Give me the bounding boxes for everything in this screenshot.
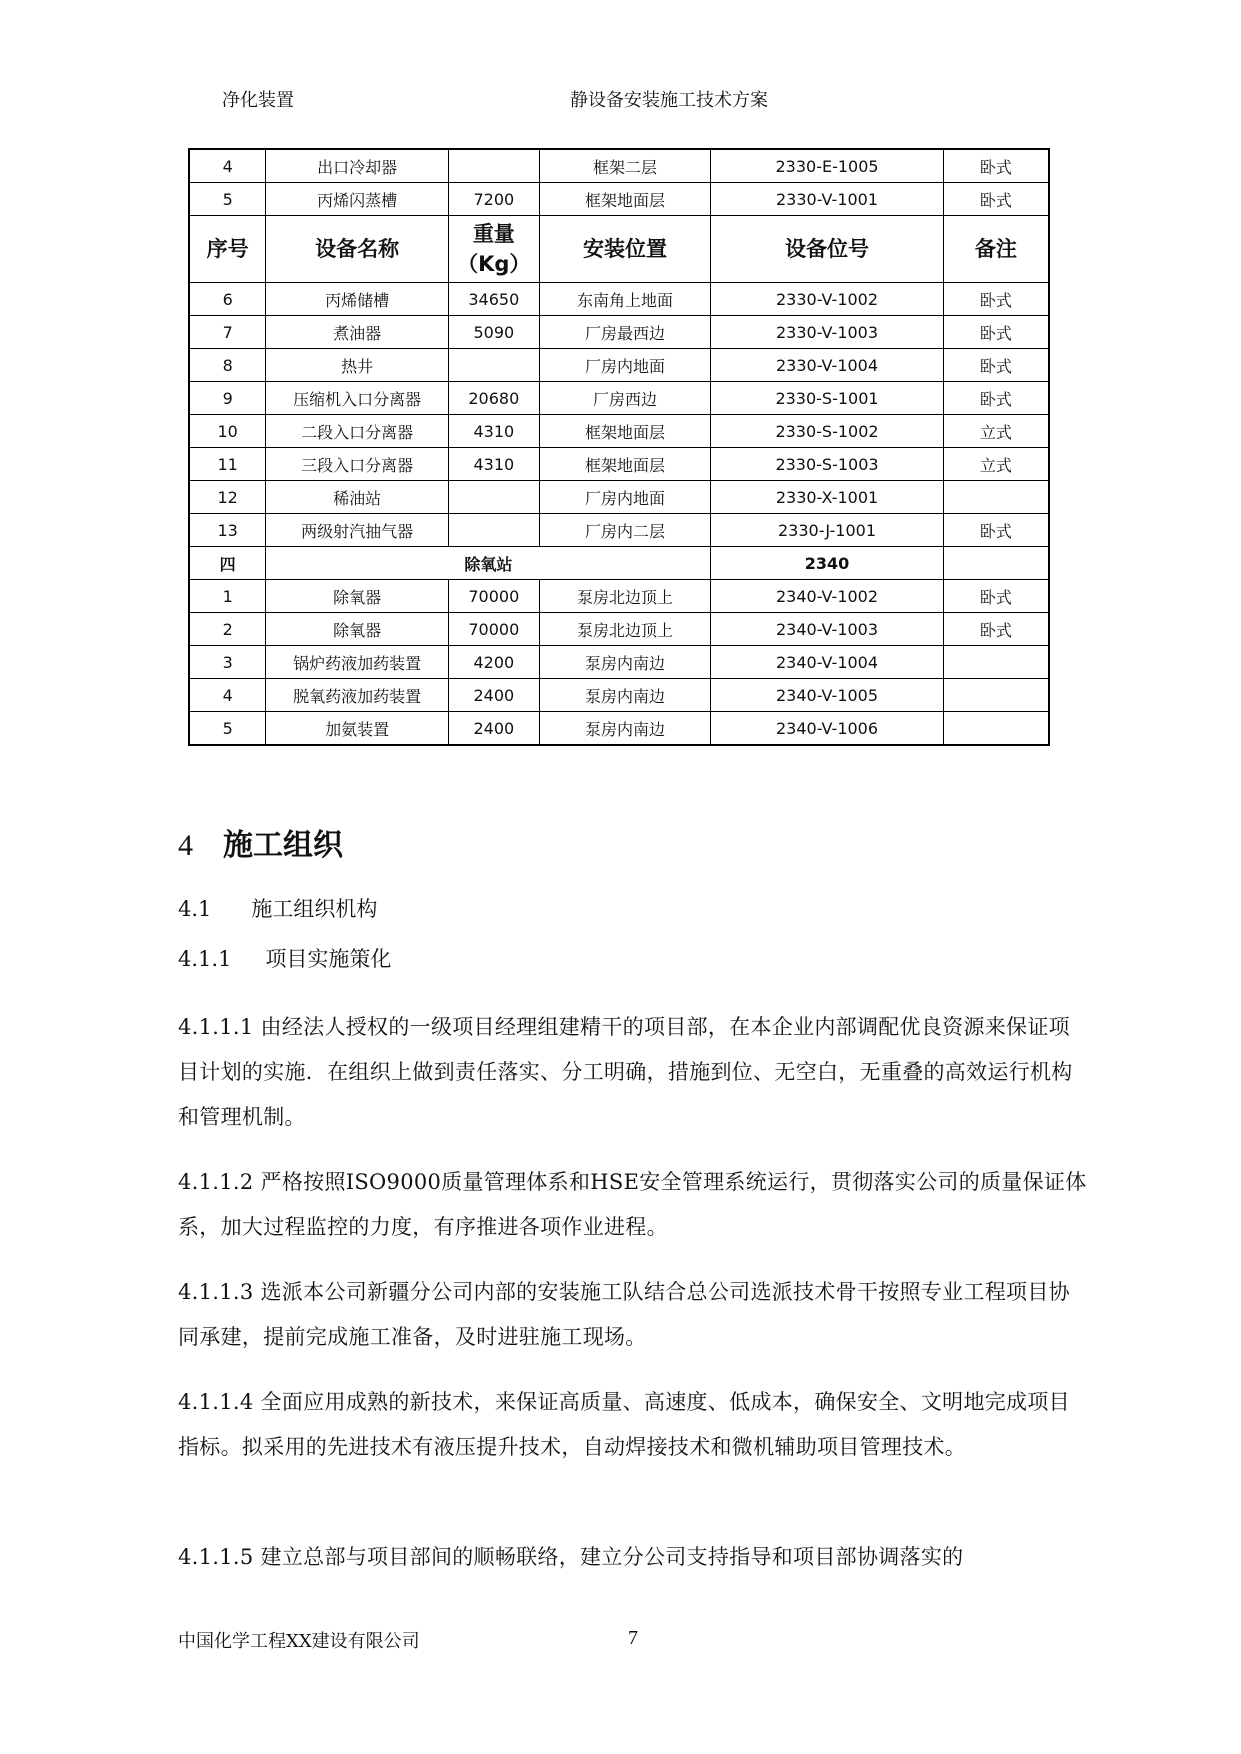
table-row xyxy=(189,149,1049,183)
section-row xyxy=(189,547,1049,580)
install-location: 厂房西边 xyxy=(539,382,711,415)
remark: 立式 xyxy=(943,448,1049,481)
equipment-name: 二段入口分离器 xyxy=(266,415,448,448)
table-row xyxy=(189,283,1049,316)
remark xyxy=(943,679,1049,712)
table-row xyxy=(189,646,1049,679)
install-location: 厂房内地面 xyxy=(539,481,711,514)
equipment-tag: 2340-V-1004 xyxy=(711,646,943,679)
table-row xyxy=(189,382,1049,415)
remark: 卧式 xyxy=(943,316,1049,349)
equipment-tag: 2340-V-1002 xyxy=(711,580,943,613)
install-location: 东南角上地面 xyxy=(539,283,711,316)
equipment-tag: 2340-V-1006 xyxy=(711,712,943,746)
weight: 20680 xyxy=(448,382,539,415)
table-row xyxy=(189,613,1049,646)
equipment-name: 脱氧药液加药装置 xyxy=(266,679,448,712)
section-title: 施工组织 xyxy=(223,828,343,863)
paragraph: 4.1.1.2 严格按照ISO9000质量管理体系和HSE安全管理系统运行，贯彻落实公司的质量保证体系，加大过程监控的力度，有序推进各项作业进程。 xyxy=(178,1170,1087,1239)
paragraph: 4.1.1.5 建立总部与项目部间的顺畅联络，建立分公司支持指导和项目部协调落实的 xyxy=(178,1545,964,1569)
row-number: 1 xyxy=(189,580,266,613)
column-header: 设备名称 xyxy=(266,216,448,283)
equipment-tag: 2330-J-1001 xyxy=(711,514,943,547)
footer-company: 中国化学工程XX建设有限公司 xyxy=(178,1631,420,1652)
table-row xyxy=(189,316,1049,349)
table-header-row xyxy=(189,216,1049,283)
row-number: 2 xyxy=(189,613,266,646)
weight xyxy=(448,481,539,514)
weight: 4310 xyxy=(448,448,539,481)
section-code: 2340 xyxy=(711,547,943,580)
paragraph: 4.1.1.1 由经法人授权的一级项目经理组建精干的项目部，在本企业内部调配优良资源来保证项目计划的实施．在组织上做到责任落实、分工明确，措施到位、无空白，无重叠的高效运行机构和管理机制。 xyxy=(178,1015,1073,1129)
remark: 卧式 xyxy=(943,183,1049,216)
subsubsection-number: 4.1.1 xyxy=(178,947,232,971)
equipment-name: 热井 xyxy=(266,349,448,382)
table-row xyxy=(189,514,1049,547)
section-note xyxy=(943,547,1049,580)
weight xyxy=(448,349,539,382)
install-location: 厂房内二层 xyxy=(539,514,711,547)
page-header xyxy=(222,86,1052,116)
section-number: 4 xyxy=(178,829,193,862)
equipment-tag: 2340-V-1003 xyxy=(711,613,943,646)
equipment-name: 除氧器 xyxy=(266,580,448,613)
install-location: 框架地面层 xyxy=(539,415,711,448)
install-location: 泵房内南边 xyxy=(539,679,711,712)
section-name: 除氧站 xyxy=(266,547,711,580)
subsection-number: 4.1 xyxy=(178,897,212,921)
paragraph: 4.1.1.4 全面应用成熟的新技术，来保证高质量、高速度、低成本，确保安全、文明地完成项目指标。拟采用的先进技术有液压提升技术，自动焊接技术和微机辅助项目管理技术。 xyxy=(178,1390,1070,1459)
table-row xyxy=(189,183,1049,216)
subsection-heading xyxy=(178,893,377,923)
equipment-name: 煮油器 xyxy=(266,316,448,349)
row-number: 5 xyxy=(189,183,266,216)
section-number: 四 xyxy=(189,547,266,580)
remark: 卧式 xyxy=(943,580,1049,613)
table-row xyxy=(189,349,1049,382)
equipment-name: 除氧器 xyxy=(266,613,448,646)
equipment-tag: 2330-S-1001 xyxy=(711,382,943,415)
weight: 70000 xyxy=(448,613,539,646)
weight: 5090 xyxy=(448,316,539,349)
weight: 4310 xyxy=(448,415,539,448)
equipment-tag: 2330-V-1003 xyxy=(711,316,943,349)
equipment-name: 三段入口分离器 xyxy=(266,448,448,481)
row-number: 9 xyxy=(189,382,266,415)
column-header: 重量 （Kg） xyxy=(448,216,539,283)
row-number: 6 xyxy=(189,283,266,316)
weight: 70000 xyxy=(448,580,539,613)
weight xyxy=(448,514,539,547)
weight: 7200 xyxy=(448,183,539,216)
weight: 2400 xyxy=(448,712,539,746)
equipment-tag: 2330-V-1002 xyxy=(711,283,943,316)
install-location: 框架二层 xyxy=(539,149,711,183)
paragraph: 4.1.1.3 选派本公司新疆分公司内部的安装施工队结合总公司选派技术骨干按照专业工程项目协同承建，提前完成施工准备，及时进驻施工现场。 xyxy=(178,1280,1070,1349)
row-number: 4 xyxy=(189,149,266,183)
section-heading xyxy=(178,820,343,864)
remark: 卧式 xyxy=(943,283,1049,316)
table-row xyxy=(189,712,1049,746)
equipment-name: 丙烯储槽 xyxy=(266,283,448,316)
table-row xyxy=(189,580,1049,613)
equipment-name: 稀油站 xyxy=(266,481,448,514)
remark: 立式 xyxy=(943,415,1049,448)
table-row xyxy=(189,481,1049,514)
header-center-title: 静设备安装施工技术方案 xyxy=(570,90,768,111)
equipment-name: 出口冷却器 xyxy=(266,149,448,183)
install-location: 泵房内南边 xyxy=(539,646,711,679)
subsubsection-title: 项目实施策化 xyxy=(265,947,392,971)
table-row xyxy=(189,415,1049,448)
remark xyxy=(943,712,1049,746)
remark xyxy=(943,646,1049,679)
equipment-tag: 2330-X-1001 xyxy=(711,481,943,514)
row-number: 13 xyxy=(189,514,266,547)
equipment-name: 压缩机入口分离器 xyxy=(266,382,448,415)
weight: 2400 xyxy=(448,679,539,712)
equipment-name: 两级射汽抽气器 xyxy=(266,514,448,547)
row-number: 10 xyxy=(189,415,266,448)
header-left-text: 净化装置 xyxy=(222,90,294,111)
table-body-top xyxy=(189,149,1049,216)
install-location: 泵房北边顶上 xyxy=(539,613,711,646)
install-location: 框架地面层 xyxy=(539,183,711,216)
table-row xyxy=(189,679,1049,712)
weight xyxy=(448,149,539,183)
row-number: 12 xyxy=(189,481,266,514)
install-location: 泵房内南边 xyxy=(539,712,711,746)
table-body-2330 xyxy=(189,283,1049,547)
row-number: 3 xyxy=(189,646,266,679)
install-location: 框架地面层 xyxy=(539,448,711,481)
remark: 卧式 xyxy=(943,514,1049,547)
weight: 34650 xyxy=(448,283,539,316)
table-row xyxy=(189,448,1049,481)
equipment-tag: 2330-V-1001 xyxy=(711,183,943,216)
equipment-tag: 2330-S-1003 xyxy=(711,448,943,481)
subsection-title: 施工组织机构 xyxy=(251,897,378,921)
table-body-2340 xyxy=(189,580,1049,746)
row-number: 7 xyxy=(189,316,266,349)
row-number: 11 xyxy=(189,448,266,481)
column-header: 设备位号 xyxy=(711,216,943,283)
install-location: 厂房内地面 xyxy=(539,349,711,382)
equipment-tag: 2330-E-1005 xyxy=(711,149,943,183)
weight: 4200 xyxy=(448,646,539,679)
page-number: 7 xyxy=(628,1627,638,1649)
install-location: 泵房北边顶上 xyxy=(539,580,711,613)
equipment-tag: 2340-V-1005 xyxy=(711,679,943,712)
equipment-name: 锅炉药液加药装置 xyxy=(266,646,448,679)
equipment-table xyxy=(188,148,1050,746)
remark xyxy=(943,481,1049,514)
remark: 卧式 xyxy=(943,349,1049,382)
remark: 卧式 xyxy=(943,149,1049,183)
column-header: 备注 xyxy=(943,216,1049,283)
remark: 卧式 xyxy=(943,382,1049,415)
equipment-tag: 2330-V-1004 xyxy=(711,349,943,382)
column-header: 安装位置 xyxy=(539,216,711,283)
column-header: 序号 xyxy=(189,216,266,283)
row-number: 4 xyxy=(189,679,266,712)
section-row-group xyxy=(189,547,1049,580)
install-location: 厂房最西边 xyxy=(539,316,711,349)
row-number: 5 xyxy=(189,712,266,746)
subsubsection-heading xyxy=(178,943,391,973)
equipment-name: 丙烯闪蒸槽 xyxy=(266,183,448,216)
remark: 卧式 xyxy=(943,613,1049,646)
row-number: 8 xyxy=(189,349,266,382)
equipment-tag: 2330-S-1002 xyxy=(711,415,943,448)
table-header-group xyxy=(189,216,1049,283)
equipment-name: 加氨装置 xyxy=(266,712,448,746)
